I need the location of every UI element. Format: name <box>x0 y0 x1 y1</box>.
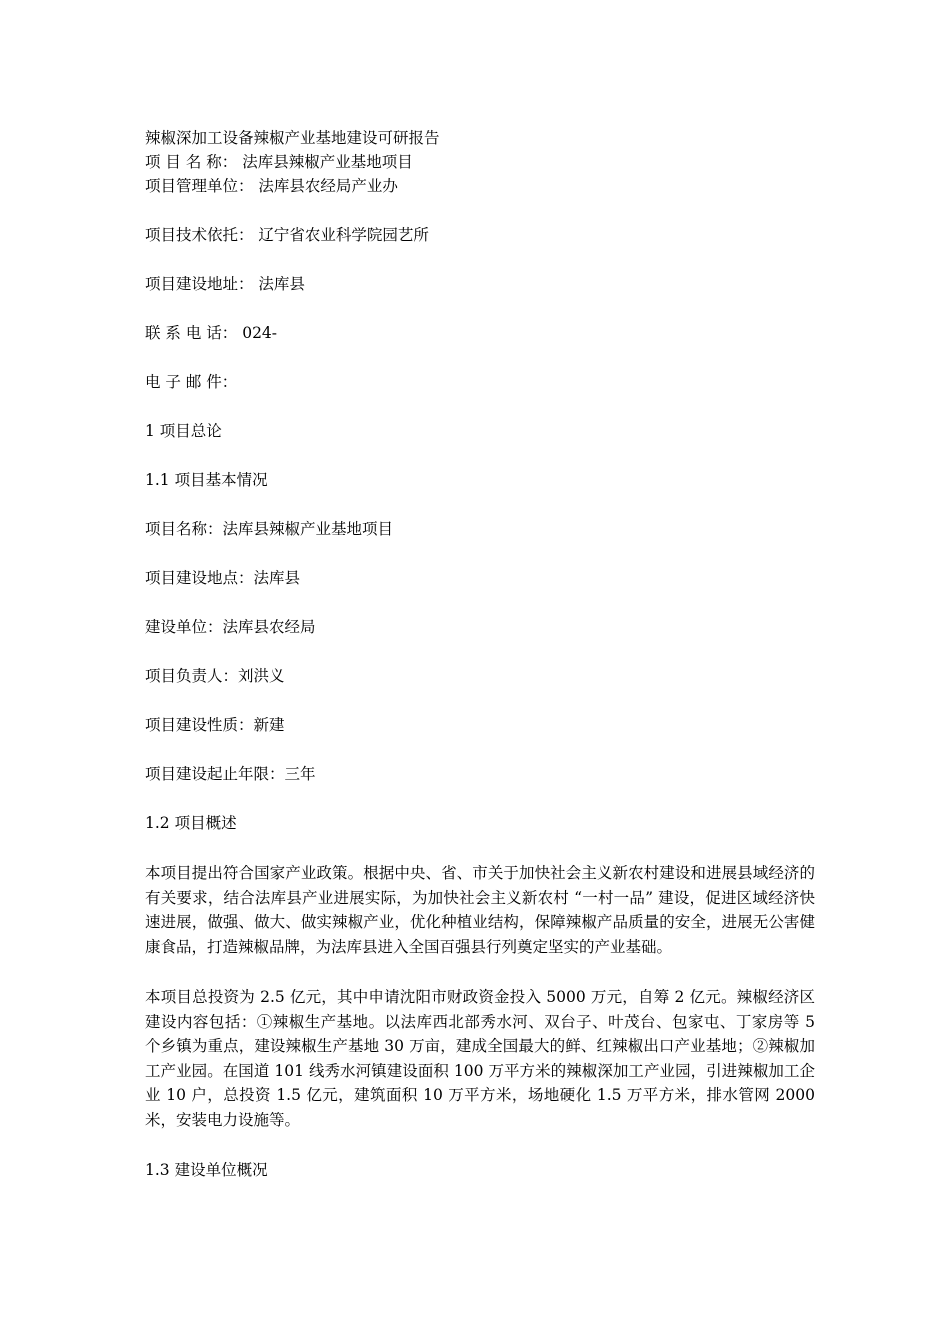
section-1-1-heading: 1.1 项目基本情况 <box>145 471 268 489</box>
basic-info-nature: 项目建设性质：新建 <box>145 716 285 734</box>
basic-info-leader: 项目负责人：刘洪义 <box>145 667 285 685</box>
site-line: 项目建设地址： 法库县 <box>145 275 305 293</box>
phone-line: 联 系 电 话： 024- <box>145 324 278 342</box>
basic-info-duration: 项目建设起止年限：三年 <box>145 765 316 783</box>
basic-info-unit: 建设单位：法库县农经局 <box>145 618 316 636</box>
management-unit-line: 项目管理单位： 法库县农经局产业办 <box>145 177 398 195</box>
section-1-2-heading: 1.2 项目概述 <box>145 814 237 832</box>
overview-paragraph-2: 本项目总投资为 2.5 亿元，其中申请沈阳市财政资金投入 5000 万元，自筹 2 亿元。辣椒经济区建设内容包括：①辣椒生产基地。以法库西北部秀水河、双台子、叶茂台、包家屯、丁家房等 5 个乡镇为重点，建设辣椒生产基地 30 万亩，建成全国最大的鲜、红辣椒出口产业基地；②辣椒加工产业园。在国道 101 线秀水河镇建设面积 100 万平方米的辣椒深加工产业园，引进辣椒加工企业 10 户，总投资 1.5 亿元，建筑面积 10 万平方米，场地硬化 1.5 万平方米，排水管网 2000 米，安装电力设施等。 <box>145 988 815 1129</box>
document-page <box>145 126 815 1182</box>
basic-info-project-name: 项目名称：法库县辣椒产业基地项目 <box>145 520 394 538</box>
email-line: 电 子 邮 件： <box>145 373 238 391</box>
section-1-heading: 1 项目总论 <box>145 422 222 440</box>
section-1-3-heading: 1.3 建设单位概况 <box>145 1161 268 1179</box>
document-title: 辣椒深加工设备辣椒产业基地建设可研报告 <box>145 129 440 147</box>
project-name-line: 项 目 名 称： 法库县辣椒产业基地项目 <box>145 153 413 171</box>
tech-support-line: 项目技术依托： 辽宁省农业科学院园艺所 <box>145 226 429 244</box>
overview-paragraph-1: 本项目提出符合国家产业政策。根据中央、省、市关于加快社会主义新农村建设和进展县域经济的有关要求，结合法库县产业进展实际，为加快社会主义新农村 “一村一品” 建设，促进区域经济快速进展，做强、做大、做实辣椒产业，优化种植业结构，保障辣椒产品质量的安全，进展无公害健康食品，打造辣椒品牌，为法库县进入全国百强县行列奠定坚实的产业基础。 <box>145 864 815 956</box>
basic-info-site: 项目建设地点：法库县 <box>145 569 301 587</box>
